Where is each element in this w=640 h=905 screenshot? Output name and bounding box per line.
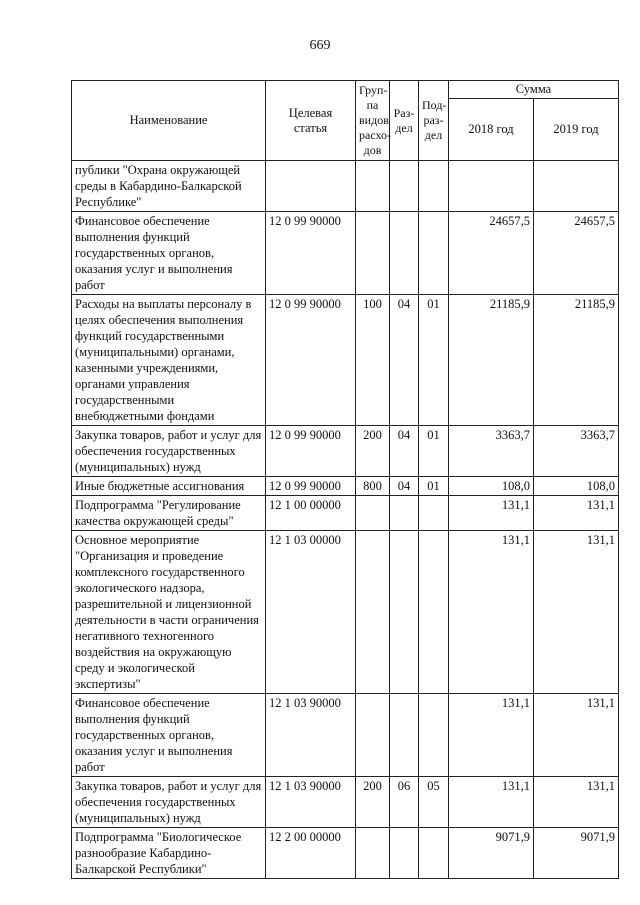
table-row bbox=[72, 161, 619, 212]
row-sum-2018: 131,1 bbox=[449, 694, 534, 777]
row-group: 100 bbox=[356, 295, 390, 426]
row-target: 12 1 03 00000 bbox=[266, 531, 356, 694]
page-number: 669 bbox=[309, 38, 331, 53]
header-year-2018: 2018 год bbox=[449, 99, 534, 161]
row-name: Иные бюджетные ассигнования bbox=[72, 477, 266, 496]
row-subsection: 01 bbox=[419, 477, 449, 496]
row-subsection: 01 bbox=[419, 295, 449, 426]
header-subsection-line: дел bbox=[424, 128, 443, 142]
row-name: Расходы на выплаты персоналу в целях обеспечения выполнения функций государственными (муниципальными) органами, казенными учреждениями, органами управления государственными внебюджетными фондами bbox=[72, 295, 266, 426]
row-sum-2019: 108,0 bbox=[534, 477, 619, 496]
row-subsection: 01 bbox=[419, 426, 449, 477]
header-group bbox=[356, 81, 390, 161]
row-section: 04 bbox=[390, 295, 419, 426]
row-subsection bbox=[419, 212, 449, 295]
row-sum-2018: 131,1 bbox=[449, 496, 534, 531]
row-sum-2018: 3363,7 bbox=[449, 426, 534, 477]
row-name: Финансовое обеспечение выполнения функций государственных органов, оказания услуг и выполнения работ bbox=[72, 694, 266, 777]
row-name: Подпрограмма "Биологическое разнообразие Кабардино-Балкарской Республики" bbox=[72, 828, 266, 879]
header-group-line: па bbox=[366, 98, 379, 112]
row-group bbox=[356, 496, 390, 531]
row-sum-2019: 131,1 bbox=[534, 694, 619, 777]
header-section bbox=[390, 81, 419, 161]
header-target-line2: статья bbox=[293, 120, 328, 135]
row-sum-2019: 131,1 bbox=[534, 777, 619, 828]
row-sum-2018: 108,0 bbox=[449, 477, 534, 496]
row-sum-2019: 21185,9 bbox=[534, 295, 619, 426]
row-name: Подпрограмма "Регулирование качества окружающей среды" bbox=[72, 496, 266, 531]
row-group: 200 bbox=[356, 777, 390, 828]
row-target: 12 2 00 00000 bbox=[266, 828, 356, 879]
row-name: Закупка товаров, работ и услуг для обеспечения государственных (муниципальных) нужд bbox=[72, 426, 266, 477]
row-sum-2018: 24657,5 bbox=[449, 212, 534, 295]
row-target: 12 0 99 90000 bbox=[266, 426, 356, 477]
row-sum-2019: 131,1 bbox=[534, 496, 619, 531]
row-target: 12 1 03 90000 bbox=[266, 694, 356, 777]
header-section-line: дел bbox=[395, 120, 413, 135]
row-subsection bbox=[419, 161, 449, 212]
row-group bbox=[356, 828, 390, 879]
header-section-line: Раз- bbox=[393, 105, 415, 120]
row-section bbox=[390, 531, 419, 694]
table-row bbox=[72, 477, 619, 496]
header-name: Наименование bbox=[72, 81, 266, 161]
row-section bbox=[390, 212, 419, 295]
header-row-top bbox=[72, 81, 619, 99]
row-sum-2018: 21185,9 bbox=[449, 295, 534, 426]
row-section bbox=[390, 161, 419, 212]
row-group: 800 bbox=[356, 477, 390, 496]
row-section bbox=[390, 496, 419, 531]
header-subsection-line: раз- bbox=[423, 113, 444, 127]
row-group: 200 bbox=[356, 426, 390, 477]
table-row bbox=[72, 694, 619, 777]
table-body bbox=[72, 161, 619, 879]
header-group-line: видов bbox=[359, 113, 389, 127]
row-group bbox=[356, 161, 390, 212]
row-sum-2018: 131,1 bbox=[449, 531, 534, 694]
row-group bbox=[356, 531, 390, 694]
header-sum: Сумма bbox=[449, 81, 619, 99]
row-target bbox=[266, 161, 356, 212]
table-row bbox=[72, 212, 619, 295]
row-subsection bbox=[419, 828, 449, 879]
header-group-line: расхо- bbox=[359, 128, 392, 142]
row-target: 12 1 03 90000 bbox=[266, 777, 356, 828]
row-name: Закупка товаров, работ и услуг для обеспечения государственных (муниципальных) нужд bbox=[72, 777, 266, 828]
budget-table bbox=[71, 80, 619, 879]
table-row bbox=[72, 777, 619, 828]
row-section: 04 bbox=[390, 426, 419, 477]
row-section: 06 bbox=[390, 777, 419, 828]
row-subsection bbox=[419, 694, 449, 777]
header-group-line: Груп- bbox=[359, 83, 388, 97]
table-row bbox=[72, 828, 619, 879]
row-sum-2018: 131,1 bbox=[449, 777, 534, 828]
row-group bbox=[356, 694, 390, 777]
row-sum-2019: 9071,9 bbox=[534, 828, 619, 879]
header-group-line: дов bbox=[363, 143, 382, 157]
table-row bbox=[72, 295, 619, 426]
row-subsection bbox=[419, 531, 449, 694]
row-sum-2019 bbox=[534, 161, 619, 212]
row-section: 04 bbox=[390, 477, 419, 496]
row-sum-2018: 9071,9 bbox=[449, 828, 534, 879]
table-row bbox=[72, 426, 619, 477]
row-name: публики "Охрана окружающей среды в Кабардино-Балкарской Республике" bbox=[72, 161, 266, 212]
row-target: 12 0 99 90000 bbox=[266, 477, 356, 496]
row-target: 12 0 99 90000 bbox=[266, 212, 356, 295]
row-subsection bbox=[419, 496, 449, 531]
header-target-line1: Целевая bbox=[288, 105, 333, 120]
header-subsection-line: Под- bbox=[422, 98, 447, 112]
row-target: 12 0 99 90000 bbox=[266, 295, 356, 426]
row-group bbox=[356, 212, 390, 295]
row-sum-2019: 131,1 bbox=[534, 531, 619, 694]
row-sum-2019: 3363,7 bbox=[534, 426, 619, 477]
row-name: Финансовое обеспечение выполнения функций государственных органов, оказания услуг и выполнения работ bbox=[72, 212, 266, 295]
row-sum-2018 bbox=[449, 161, 534, 212]
header-target bbox=[266, 81, 356, 161]
row-sum-2019: 24657,5 bbox=[534, 212, 619, 295]
header-subsection bbox=[419, 81, 449, 161]
row-subsection: 05 bbox=[419, 777, 449, 828]
row-section bbox=[390, 694, 419, 777]
row-section bbox=[390, 828, 419, 879]
row-name: Основное мероприятие "Организация и проведение комплексного государственного экологического надзора, разрешительной и лицензионной деятельности в части ограничения негативного техногенного воздействия на окружающую среду и экологической экспертизы" bbox=[72, 531, 266, 694]
table-row bbox=[72, 531, 619, 694]
header-year-2019: 2019 год bbox=[534, 99, 619, 161]
table-row bbox=[72, 496, 619, 531]
row-target: 12 1 00 00000 bbox=[266, 496, 356, 531]
